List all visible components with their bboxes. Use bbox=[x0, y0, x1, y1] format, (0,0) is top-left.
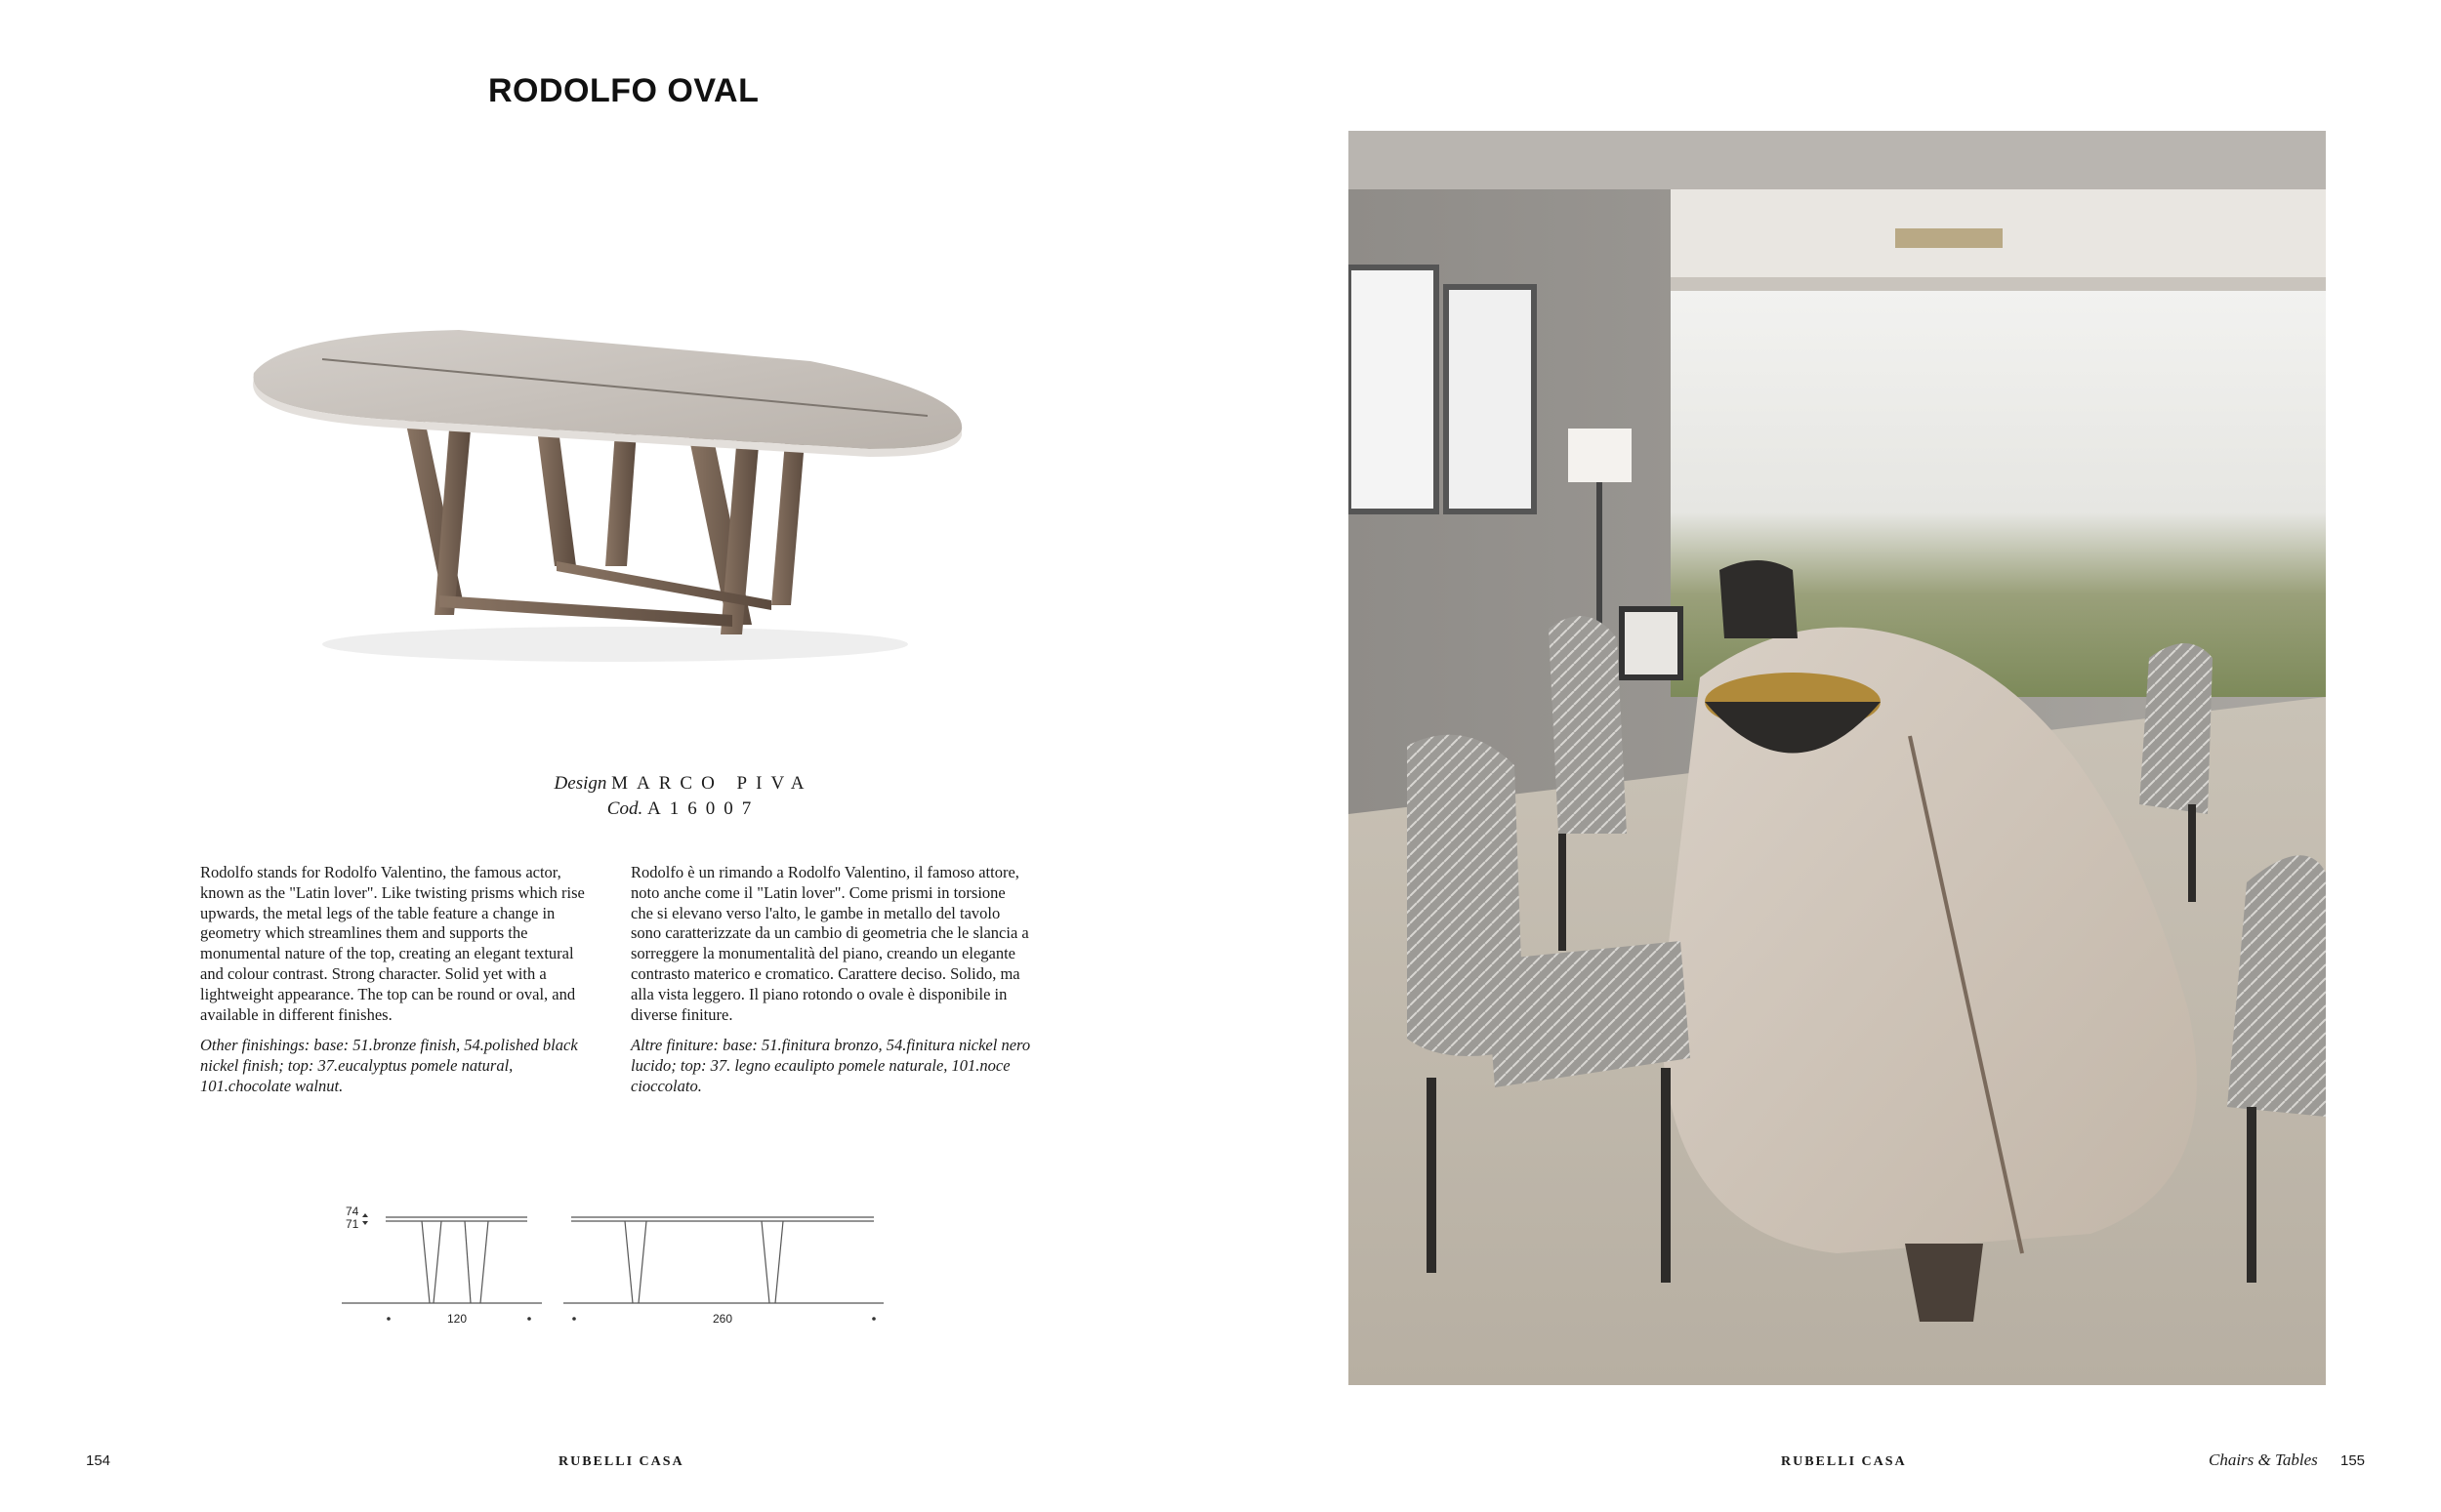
dimension-drawing bbox=[332, 1196, 898, 1332]
product-image-table bbox=[244, 322, 976, 674]
design-label: Design bbox=[554, 773, 607, 794]
left-page-number: 154 bbox=[86, 1452, 111, 1469]
lifestyle-photo bbox=[1348, 131, 2326, 1385]
product-title: RODOLFO OVAL bbox=[488, 72, 760, 109]
finishings-it: Altre finiture: base: 51.finitura bronzo, 54.finitura nickel nero lucido; top: 37. legno ecaulipto pomele naturale, 101.noce cioccolato. bbox=[631, 1036, 1031, 1095]
description-english bbox=[200, 863, 600, 1108]
product-code: A16007 bbox=[646, 798, 761, 819]
right-page-number: 155 bbox=[2340, 1452, 2366, 1469]
section-name: Chairs & Tables bbox=[2209, 1451, 2318, 1469]
description-italian bbox=[631, 863, 1031, 1108]
description-en-body: Rodolfo stands for Rodolfo Valentino, the famous actor, known as the "Latin lover". Like twisting prisms which rise upwards, the metal legs of the table feature a change in geometry which streamlines them and supports the monumental nature of the top, creating an elegant textural and colour contrast. Strong character. Solid yet with a lightweight appearance. The top can be round or oval, and available in different finishes. bbox=[200, 863, 585, 1024]
right-footer-brand: RUBELLI CASA bbox=[1781, 1454, 1907, 1469]
left-footer-brand: RUBELLI CASA bbox=[559, 1454, 684, 1469]
dimension-length: 260 bbox=[713, 1312, 733, 1326]
dimension-width: 120 bbox=[447, 1312, 468, 1326]
description-it-body: Rodolfo è un rimando a Rodolfo Valentino, il famoso attore, noto anche come il "Latin lover". Come prismi in torsione che si elevano verso l'alto, le gambe in metallo del tavolo sono caratterizzate da un cambio di geometria che le slancia a sorreggere la monumentalità del piano, creando un elegante contrasto materico e cromatico. Carattere deciso. Solido, ma alla vista leggero. Il piano rotondo o ovale è disponibile in diverse finiture. bbox=[631, 863, 1029, 1024]
finishings-en: Other finishings: base: 51.bronze finish, 54.polished black nickel finish; top: 37.eucalyptus pomele natural, 101.chocolate walnut. bbox=[200, 1036, 578, 1095]
dimension-height-top: 74 bbox=[346, 1205, 359, 1218]
designer-name: MARCO PIVA bbox=[611, 773, 813, 794]
code-label: Cod. bbox=[606, 798, 643, 819]
dimension-height-bottom: 71 bbox=[346, 1217, 359, 1231]
product-credits bbox=[342, 771, 1025, 822]
